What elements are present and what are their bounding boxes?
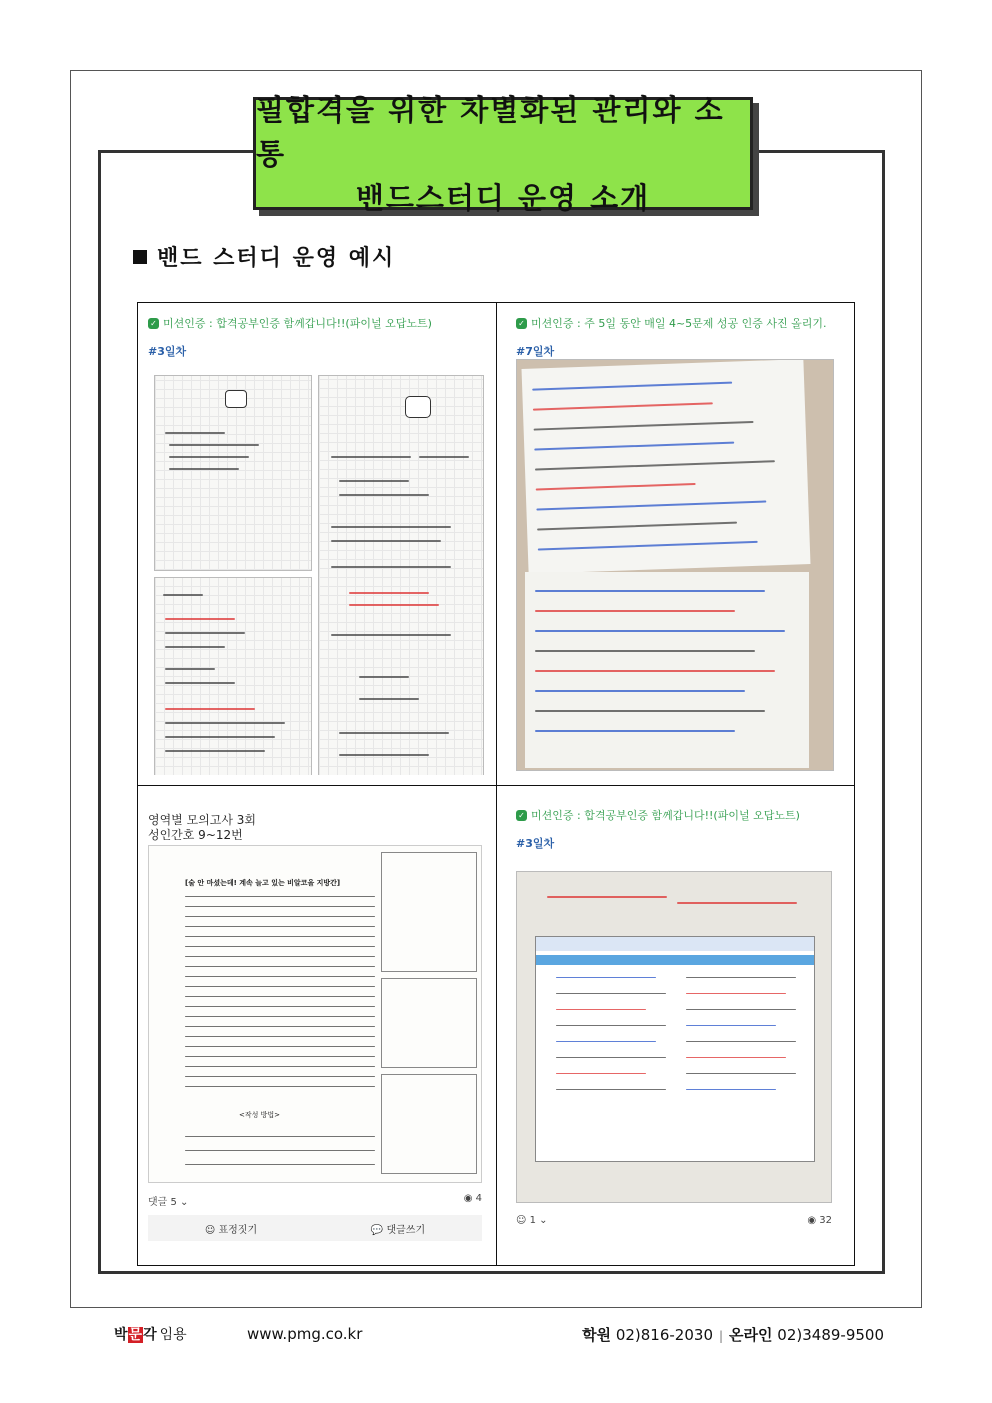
exam-page-image[interactable] (148, 845, 482, 1183)
title-banner (253, 92, 753, 215)
exam-table (381, 1074, 477, 1174)
notebook-photo[interactable] (318, 375, 484, 775)
cat-sticker-icon (225, 390, 247, 408)
day-label: #7일차 (516, 345, 555, 358)
post-top-left (148, 315, 488, 775)
mission-label: ✓ 미션인증 : 주 5일 동안 매일 4~5문제 성공 인증 사진 올리기. (516, 315, 850, 331)
notebook-photo[interactable] (516, 359, 834, 771)
exam-title: 영역별 모의고사 3회 (148, 813, 257, 827)
notebook-photo[interactable] (154, 577, 312, 775)
brand-logo: 박문각 임용 (114, 1327, 187, 1343)
post-meta-bar (516, 1215, 832, 1226)
exam-subtitle: 성인간호 9~12번 (148, 828, 243, 842)
banner-title-line1: 필합격을 위한 차별화된 관리와 소통 (256, 92, 725, 171)
contact-info: 학원 02)816-2030 | 온라인 02)3489-9500 (582, 1326, 884, 1344)
post-top-right (516, 315, 850, 775)
comment-write-button[interactable]: 💬 댓글쓰기 (370, 1224, 426, 1236)
example-grid (137, 302, 855, 1266)
banner-title-line2: 밴드스터디 운영 소개 (355, 180, 651, 215)
post-meta-bar (148, 1193, 482, 1208)
exam-sheet-photo[interactable] (516, 871, 832, 1203)
website-url[interactable]: www.pmg.co.kr (247, 1325, 363, 1343)
shield-check-icon: ✓ (516, 318, 527, 329)
day-label: #3일차 (148, 345, 187, 358)
mission-label: ✓ 미션인증 : 합격공부인증 함께갑니다!!(파이널 오답노트) (148, 315, 488, 331)
notebook-photo[interactable] (154, 375, 312, 571)
views-count: ◉ 32 (807, 1215, 832, 1226)
section-heading (133, 241, 395, 272)
bullet-square-icon (133, 250, 147, 264)
day-label: #3일차 (516, 837, 555, 850)
post-bottom-right (516, 807, 850, 1259)
shield-check-icon: ✓ (516, 810, 527, 821)
react-button[interactable]: ☺ 표정짓기 (204, 1224, 258, 1236)
post-bottom-left (148, 797, 488, 1259)
page-footer (0, 1320, 992, 1350)
task-heading: <작성 방법> (239, 1111, 281, 1119)
shield-check-icon: ✓ (148, 318, 159, 329)
mission-label: ✓ 미션인증 : 합격공부인증 함께갑니다!!(파이널 오답노트) (516, 807, 850, 823)
views-count: ◉ 4 (463, 1193, 482, 1204)
comments-count[interactable]: 댓글 5 ⌄ (148, 1197, 189, 1208)
reactions-count[interactable]: ☺ 1 ⌄ (516, 1215, 548, 1226)
academy-phone: 02)816-2030 (615, 1326, 713, 1344)
cat-sticker-icon (405, 396, 431, 418)
online-phone: 02)3489-9500 (777, 1326, 884, 1344)
exam-table (381, 852, 477, 972)
question-heading: [술 안 마셨는데! 계속 늘고 있는 비알코올 지방간] (185, 879, 341, 887)
post-action-bar (148, 1215, 482, 1241)
section-heading-text: 밴드 스터디 운영 예시 (157, 246, 396, 271)
exam-table (381, 978, 477, 1068)
